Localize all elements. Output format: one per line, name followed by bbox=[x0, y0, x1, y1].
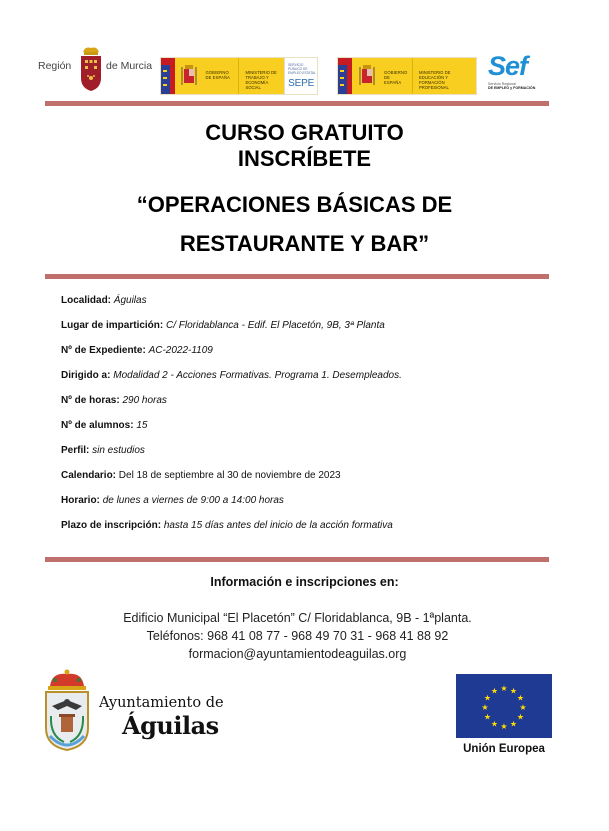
detail-value: C/ Floridablanca - Edif. El Placetón, 9B, 3ª Planta bbox=[166, 320, 385, 331]
detail-label: Nº de horas: bbox=[61, 395, 120, 406]
detail-value: AC-2022-1109 bbox=[148, 345, 213, 356]
detail-horas bbox=[61, 394, 402, 419]
detail-value: Modalidad 2 - Acciones Formativas. Programa 1. Desempleados. bbox=[113, 370, 402, 381]
detail-calendario bbox=[61, 469, 402, 494]
detail-label: Dirigido a: bbox=[61, 370, 111, 381]
sepe-text: SEPE bbox=[288, 78, 315, 89]
detail-label: Lugar de impartición: bbox=[61, 320, 164, 331]
details-divider bbox=[45, 557, 549, 562]
detail-alumnos bbox=[61, 419, 402, 444]
banner-separator bbox=[412, 58, 413, 94]
svg-text:★: ★ bbox=[483, 693, 492, 703]
title-divider bbox=[45, 274, 549, 279]
sepe-logo bbox=[284, 58, 317, 94]
gobierno-educacion-logo bbox=[337, 57, 477, 95]
header-divider bbox=[45, 101, 549, 106]
region-de-murcia-logo bbox=[38, 40, 163, 92]
gobierno-text: GOBIERNO DE ESPAÑA bbox=[205, 70, 231, 80]
detail-localidad bbox=[61, 294, 402, 319]
ministerio-trabajo-text: MINISTERIO DE TRABAJO Y ECONOMÍA SOCIAL bbox=[245, 70, 277, 90]
course-details bbox=[61, 294, 402, 544]
detail-label: Calendario: bbox=[61, 470, 117, 481]
detail-value: 15 bbox=[136, 420, 148, 431]
banner-separator bbox=[238, 58, 239, 94]
sepe-subtitle: SERVICIO PÚBLICO DE EMPLEO ESTATAL bbox=[288, 63, 316, 75]
eu-flag-strip-icon bbox=[161, 58, 170, 94]
svg-text:★: ★ bbox=[516, 712, 525, 722]
detail-label: Localidad: bbox=[61, 295, 112, 306]
info-heading: Información e inscripciones en: bbox=[210, 575, 399, 589]
detail-value: hasta 15 días antes del inicio de la acción formativa bbox=[163, 520, 393, 531]
svg-text:★: ★ bbox=[490, 719, 499, 729]
info-email-link[interactable]: formacion@ayuntamientodeaguilas.org bbox=[188, 647, 407, 661]
sef-logo bbox=[488, 52, 550, 96]
svg-text:★: ★ bbox=[516, 693, 525, 703]
aguilas-crest-icon bbox=[42, 668, 92, 752]
eu-flag-strip-icon bbox=[338, 58, 347, 94]
murcia-crest-icon bbox=[79, 44, 103, 92]
sef-subtitle-1: Servicio Regional bbox=[488, 82, 516, 86]
detail-value: 290 horas bbox=[122, 395, 167, 406]
spain-coat-of-arms-icon bbox=[175, 58, 204, 94]
gobierno-text: GOBIERNO DE ESPAÑA bbox=[384, 70, 408, 85]
detail-perfil bbox=[61, 444, 402, 469]
gobierno-trabajo-sepe-logo bbox=[160, 57, 318, 95]
detail-label: Nº de Expediente: bbox=[61, 345, 146, 356]
detail-plazo bbox=[61, 519, 402, 544]
ayuntamiento-aguilas-logo bbox=[42, 668, 232, 752]
ayuntamiento-text: Ayuntamiento de bbox=[99, 695, 224, 711]
detail-value: Águilas bbox=[113, 295, 147, 306]
detail-label: Plazo de inscripción: bbox=[61, 520, 162, 531]
detail-value: Del 18 de septiembre al 30 de noviembre de 2023 bbox=[118, 470, 341, 481]
svg-text:★: ★ bbox=[509, 686, 518, 696]
info-phones: Teléfonos: 968 41 08 77 - 968 49 70 31 - 968 41 88 92 bbox=[146, 629, 449, 643]
svg-text:★: ★ bbox=[481, 703, 489, 712]
murcia-text: de Murcia bbox=[106, 60, 153, 72]
region-text: Región bbox=[38, 60, 72, 72]
svg-text:★: ★ bbox=[500, 722, 508, 731]
title-line-1: CURSO GRATUITO bbox=[205, 120, 404, 145]
info-address: Edificio Municipal “El Placetón” C/ Floridablanca, 9B - 1ªplanta. bbox=[123, 611, 472, 625]
aguilas-text: Águilas bbox=[122, 711, 219, 740]
detail-label: Horario: bbox=[61, 495, 100, 506]
eu-label: Unión Europea bbox=[463, 743, 545, 755]
detail-label: Perfil: bbox=[61, 445, 90, 456]
eu-flag-icon bbox=[456, 674, 552, 738]
course-name-line-1: “OPERACIONES BÁSICAS DE bbox=[136, 192, 453, 217]
ministerio-educacion-text: MINISTERIO DE EDUCACIÓN Y FORMACIÓN PROFESIONAL bbox=[419, 70, 451, 90]
course-name-line-2: RESTAURANTE Y BAR” bbox=[179, 231, 430, 256]
sef-wordmark: Sef bbox=[488, 51, 528, 81]
svg-text:★: ★ bbox=[519, 703, 527, 712]
svg-text:★: ★ bbox=[483, 712, 492, 722]
detail-expediente bbox=[61, 344, 402, 369]
detail-value: sin estudios bbox=[92, 445, 145, 456]
detail-horario bbox=[61, 494, 402, 519]
detail-lugar bbox=[61, 319, 402, 344]
svg-text:★: ★ bbox=[509, 719, 518, 729]
detail-value: de lunes a viernes de 9:00 a 14:00 horas bbox=[102, 495, 284, 506]
title-line-2: INSCRÍBETE bbox=[237, 146, 372, 171]
detail-dirigido bbox=[61, 369, 402, 394]
svg-text:★: ★ bbox=[500, 684, 508, 693]
svg-text:★: ★ bbox=[490, 686, 499, 696]
sef-subtitle-2: DE EMPLEO y FORMACIÓN bbox=[488, 86, 536, 90]
detail-label: Nº de alumnos: bbox=[61, 420, 134, 431]
spain-coat-of-arms-icon bbox=[352, 58, 382, 94]
